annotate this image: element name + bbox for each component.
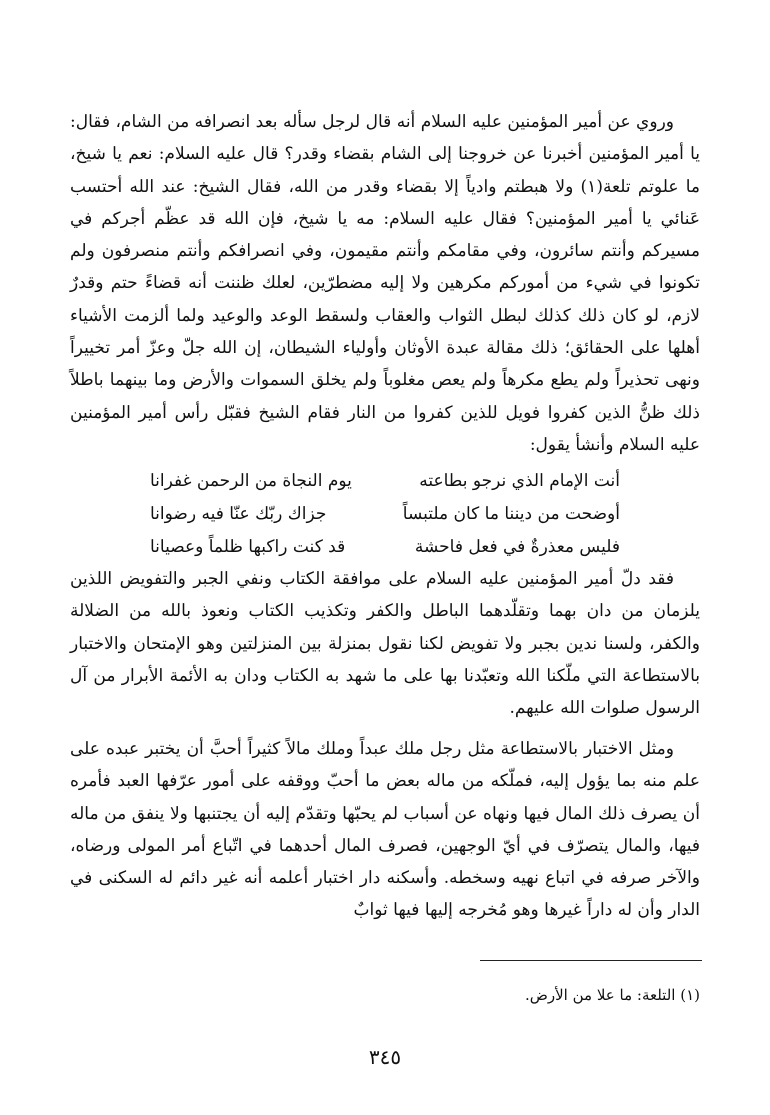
footnote-divider bbox=[480, 960, 702, 961]
poem bbox=[150, 465, 620, 564]
verse-2-first-hemistich: أوضحت من ديننا ما كان ملتبساً bbox=[402, 504, 620, 524]
poem-verse-2 bbox=[150, 498, 620, 531]
verse-1-first-hemistich: أنت الإمام الذي نرجو بطاعته bbox=[419, 471, 620, 491]
paragraph-3 bbox=[70, 733, 700, 927]
paragraph-1-text: وروي عن أمير المؤمنين عليه السلام أنه قال لرجل سأله بعد انصرافه من الشام، فقال: يا أمير المؤمنين أخبرنا عن خروجنا إلى الشام بقضاء وقدر؟ قال عليه السلام: نعم يا شيخ، ما علوتم تلعة(١) ولا هبطتم وادياً إلا بقضاء وقدر من الله، فقال الشيخ: عند الله أحتسب عَنائي يا أمير المؤمنين؟ فقال عليه السلام: مه يا شيخ، فإن الله قد عظّم أجركم في مسيركم وأنتم سائرون، وفي مقامكم وأنتم مقيمون، وفي انصرافكم وأنتم منصرفون ولم تكونوا في شيء من أموركم مكرهين ولا إليه مضطرّين، لعلك ظننت أنه قضاءً حتم وقدرٌ لازم، لو كان ذلك كذلك لبطل الثواب والعقاب ولسقط الوعد والوعيد ولما ألزمت الأشياء أهلها على الحقائق؛ ذلك مقالة عبدة الأوثان وأولياء الشيطان، إن الله جلّ وعزّ أمر تخييراً ونهى تحذيراً ولم يطع مكرهاً ولم يعص مغلوباً ولم يخلق السموات والأرض وما بينهما باطلاً ذلك ظنُّ الذين كفروا فويل للذين كفروا من النار فقام الشيخ فقبّل رأس أمير المؤمنين عليه السلام وأنشأ يقول: bbox=[70, 112, 700, 455]
verse-2-second-hemistich: جزاك ربّك عنّا فيه رضوانا bbox=[150, 504, 327, 524]
verse-3-first-hemistich: فليس معذرةٌ في فعل فاحشة bbox=[414, 537, 620, 557]
verse-3-second-hemistich: قد كنت راكبها ظلماً وعصيانا bbox=[150, 537, 346, 557]
footnote: (١) التلعة: ما علا من الأرض. bbox=[524, 986, 700, 1004]
verse-1-second-hemistich: يوم النجاة من الرحمن غفرانا bbox=[150, 471, 352, 491]
paragraph-3-text: ومثل الاختبار بالاستطاعة مثل رجل ملك عبداً وملك مالاً كثيراً أحبَّ أن يختبر عبده على علم منه بما يؤول إليه، فملّكه من ماله بعض ما أحبّ ووقفه على أمور عرّفها العبد فأمره أن يصرف ذلك المال فيها ونهاه عن أسباب لم يحبّها وتقدّم إليه أن يجتنبها ولا ينفق من ماله فيها، والمال يتصرّف في أيّ الوجهين، فصرف المال أحدهما في اتّباع أمر المولى ورضاه، والآخر صرفه في اتباع نهيه وسخطه. وأسكنه دار اختبار أعلمه أنه غير دائم له السكنى في الدار وأن له داراً غيرها وهو مُخرجه إليها فيها ثوابٌ bbox=[70, 739, 700, 921]
page-number: ٣٤٥ bbox=[368, 1045, 402, 1069]
paragraph-1 bbox=[70, 106, 700, 461]
paragraph-2-text: فقد دلّ أمير المؤمنين عليه السلام على موافقة الكتاب ونفي الجبر والتفويض اللذين يلزمان من دان بهما وتقلّدهما الباطل والكفر وتكذيب الكتاب ونعوذ بالله من الضلالة والكفر، ولسنا ندين بجبر ولا تفويض لكنا نقول بمنزلة بين المنزلتين وهو الإمتحان والاختبار بالاستطاعة التي ملّكنا الله وتعبّدنا بها على ما شهد به الكتاب ودان به الأئمة الأبرار من آل الرسول صلوات الله عليهم. bbox=[70, 569, 700, 719]
poem-verse-3 bbox=[150, 531, 620, 564]
paragraph-2 bbox=[70, 563, 700, 724]
poem-verse-1 bbox=[150, 465, 620, 498]
